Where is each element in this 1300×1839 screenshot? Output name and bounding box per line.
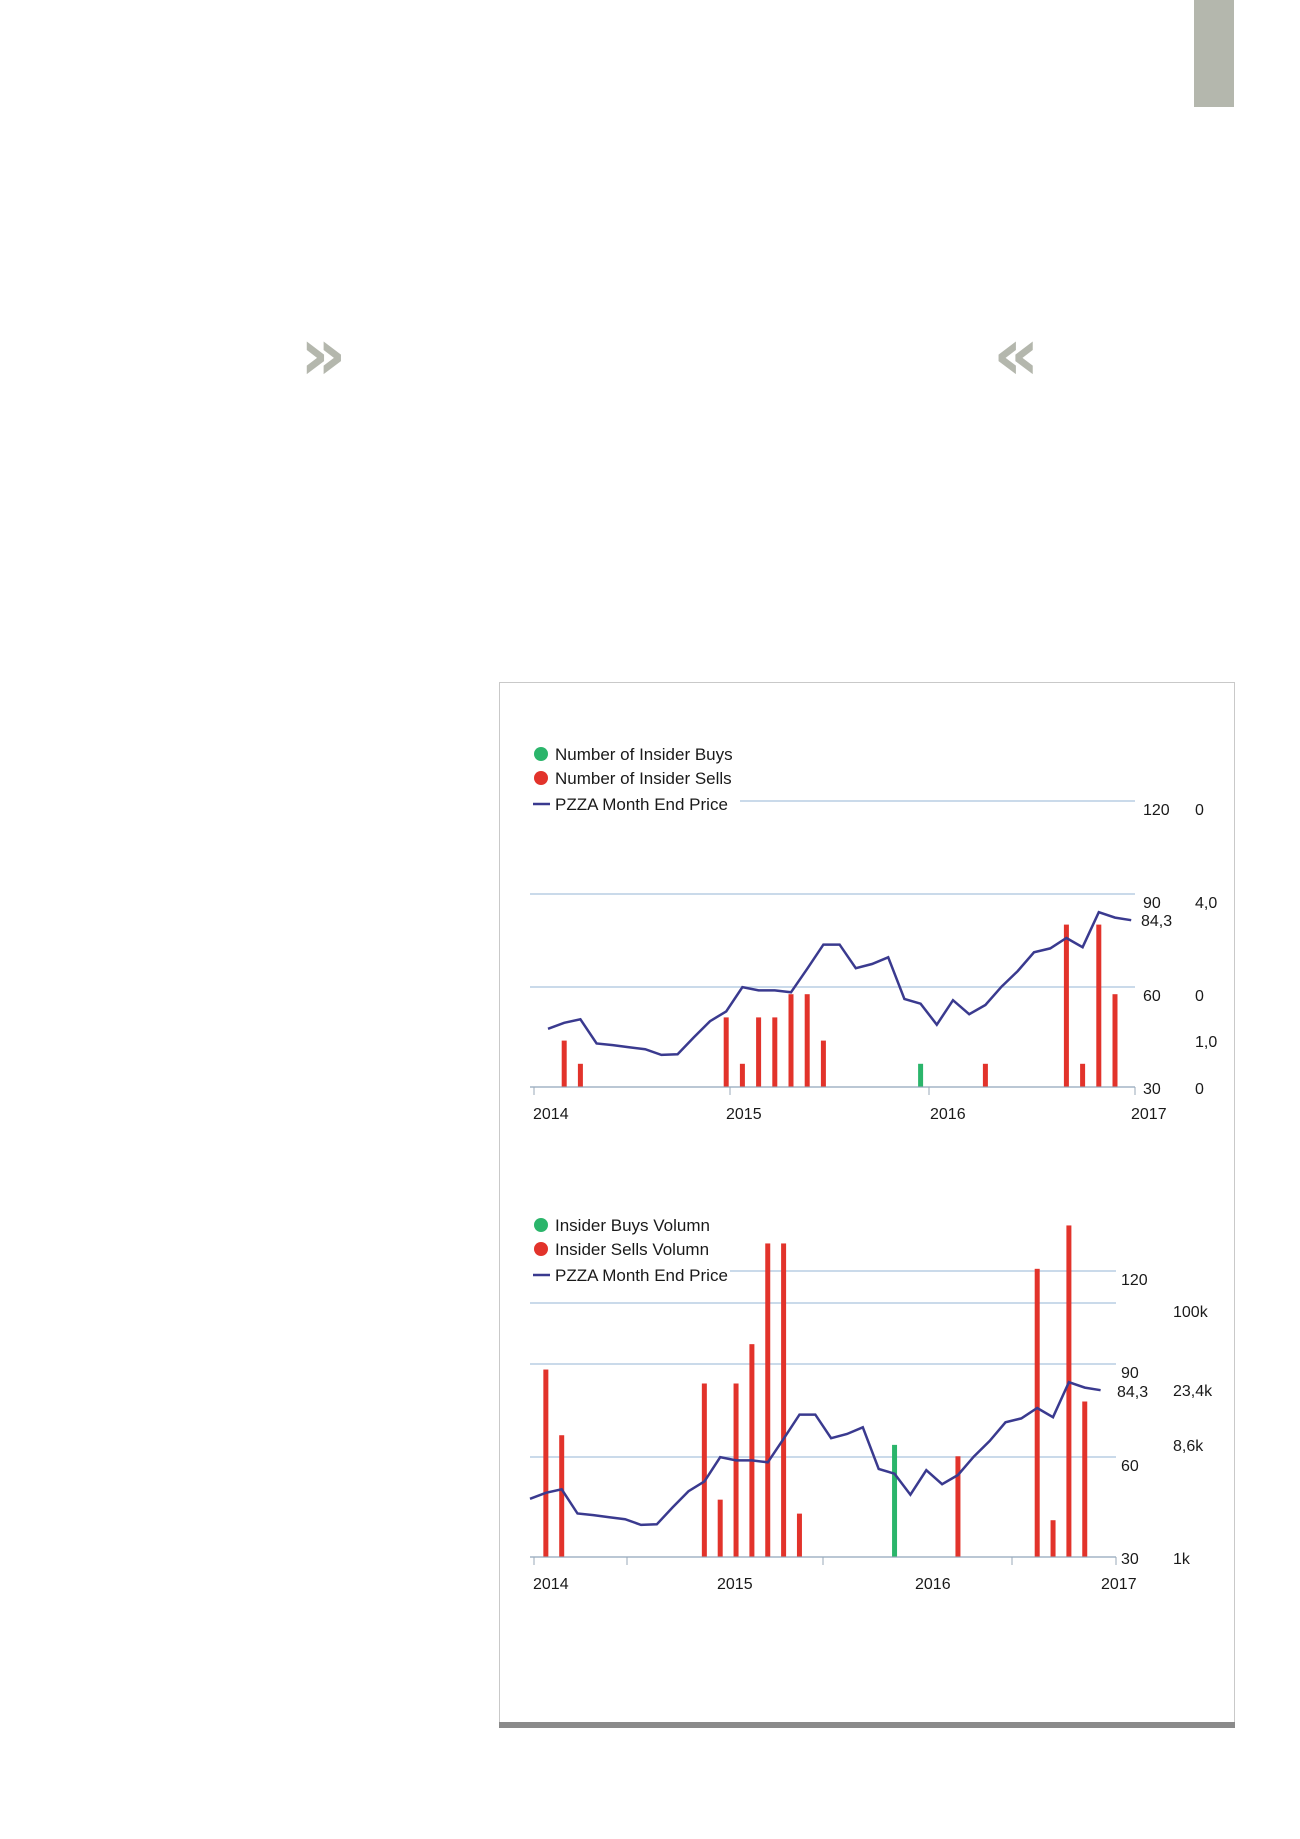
c1-sell-bar [562,1041,567,1087]
chart-1-xtick-2015: 2015 [726,1106,762,1123]
c2-sell-bar [749,1344,754,1557]
c2-sell-bar [1051,1520,1056,1557]
c1-sell-bar [740,1064,745,1087]
chart-1-right-label-top: 0 [1195,802,1204,819]
chart-1-xtick-2014: 2014 [533,1106,569,1123]
chart-1-right-label-bottom: 0 [1195,1081,1204,1098]
legend-buys-volume-marker [534,1218,548,1232]
chart-1-xtick-2016: 2016 [930,1106,966,1123]
legend-sells-marker [534,771,548,785]
chart-2-legend [533,1216,728,1285]
chart-1-price-line [548,912,1131,1055]
legend-sells-label: Number of Insider Sells [555,769,732,788]
c1-sell-bar [983,1064,988,1087]
chart-1-price-tick-30: 30 [1143,1081,1161,1098]
c1-sell-bar [789,994,794,1087]
c2-sell-bar [559,1435,564,1557]
c1-sell-bar [821,1041,826,1087]
c1-sell-bar [1064,925,1069,1087]
c2-sell-bar [781,1243,786,1557]
chart-2-xtick-2017: 2017 [1101,1576,1137,1593]
legend-buys-marker [534,747,548,761]
chart-2-right-label-100k: 100k [1173,1304,1208,1321]
c1-sell-bar [724,1017,729,1087]
legend-buys-volume-label: Insider Buys Volumn [555,1216,710,1235]
chart-2 [530,1216,1213,1593]
c2-sell-bar [543,1370,548,1557]
chart-1-xtick-2017: 2017 [1131,1106,1167,1123]
chart-2-xtick-2015: 2015 [717,1576,753,1593]
chart-1-right-label-60: 0 [1195,988,1204,1005]
c2-sell-bar [797,1514,802,1557]
c1-sell-bar [1080,1064,1085,1087]
chart-1-right-label-sells-max: 4,0 [1195,895,1218,912]
chart-2-price-tick-30: 30 [1121,1551,1139,1568]
c2-sell-bar [1082,1401,1087,1557]
c2-buy-bar [892,1445,897,1557]
chart-1-legend [533,745,733,814]
chart-2-right-label-sells-volume: 23,4k [1173,1383,1213,1400]
chart-2-xtick-2016: 2016 [915,1576,951,1593]
c2-sell-bar [718,1500,723,1557]
chart-2-current-price: 84,3 [1117,1384,1149,1401]
chart-2-xtick-2014: 2014 [533,1576,569,1593]
c2-sell-bar [1066,1225,1071,1557]
chart-2-right-label-1k: 1k [1173,1551,1190,1568]
chart-2-price-line [530,1382,1101,1525]
chart-1-price-tick-120: 120 [1143,802,1170,819]
c1-sell-bar [1096,925,1101,1087]
legend-sells-volume-label: Insider Sells Volumn [555,1240,710,1259]
legend-sells-volume-marker [534,1242,548,1256]
chart-1-price-tick-60: 60 [1143,988,1161,1005]
chart-1-right-label-buys: 1,0 [1195,1034,1218,1051]
chart-1-current-price: 84,3 [1141,913,1173,930]
legend-price-label: PZZA Month End Price [555,795,728,814]
c2-sell-bar [765,1243,770,1557]
chart-2-price-tick-60: 60 [1121,1458,1139,1475]
c1-sell-bar [756,1017,761,1087]
legend-buys-label: Number of Insider Buys [555,745,733,764]
chart-2-price-tick-90: 90 [1121,1365,1139,1382]
c2-sell-bar [1035,1269,1040,1557]
chart-2-price-tick-120: 120 [1121,1272,1148,1289]
c1-sell-bar [578,1064,583,1087]
chart-1 [530,745,1217,1123]
chart-1-price-tick-90: 90 [1143,895,1161,912]
c2-sell-bar [702,1383,707,1557]
legend-price-label-2: PZZA Month End Price [555,1266,728,1285]
c2-sell-bar [734,1383,739,1557]
c1-sell-bar [772,1017,777,1087]
c1-buy-bar [918,1064,923,1087]
close-quote-mark: « [993,312,1040,396]
c1-sell-bar [1113,994,1118,1087]
c1-sell-bar [805,994,810,1087]
open-quote-mark: » [300,312,347,396]
chart-2-right-label-buys-volume: 8,6k [1173,1438,1204,1455]
